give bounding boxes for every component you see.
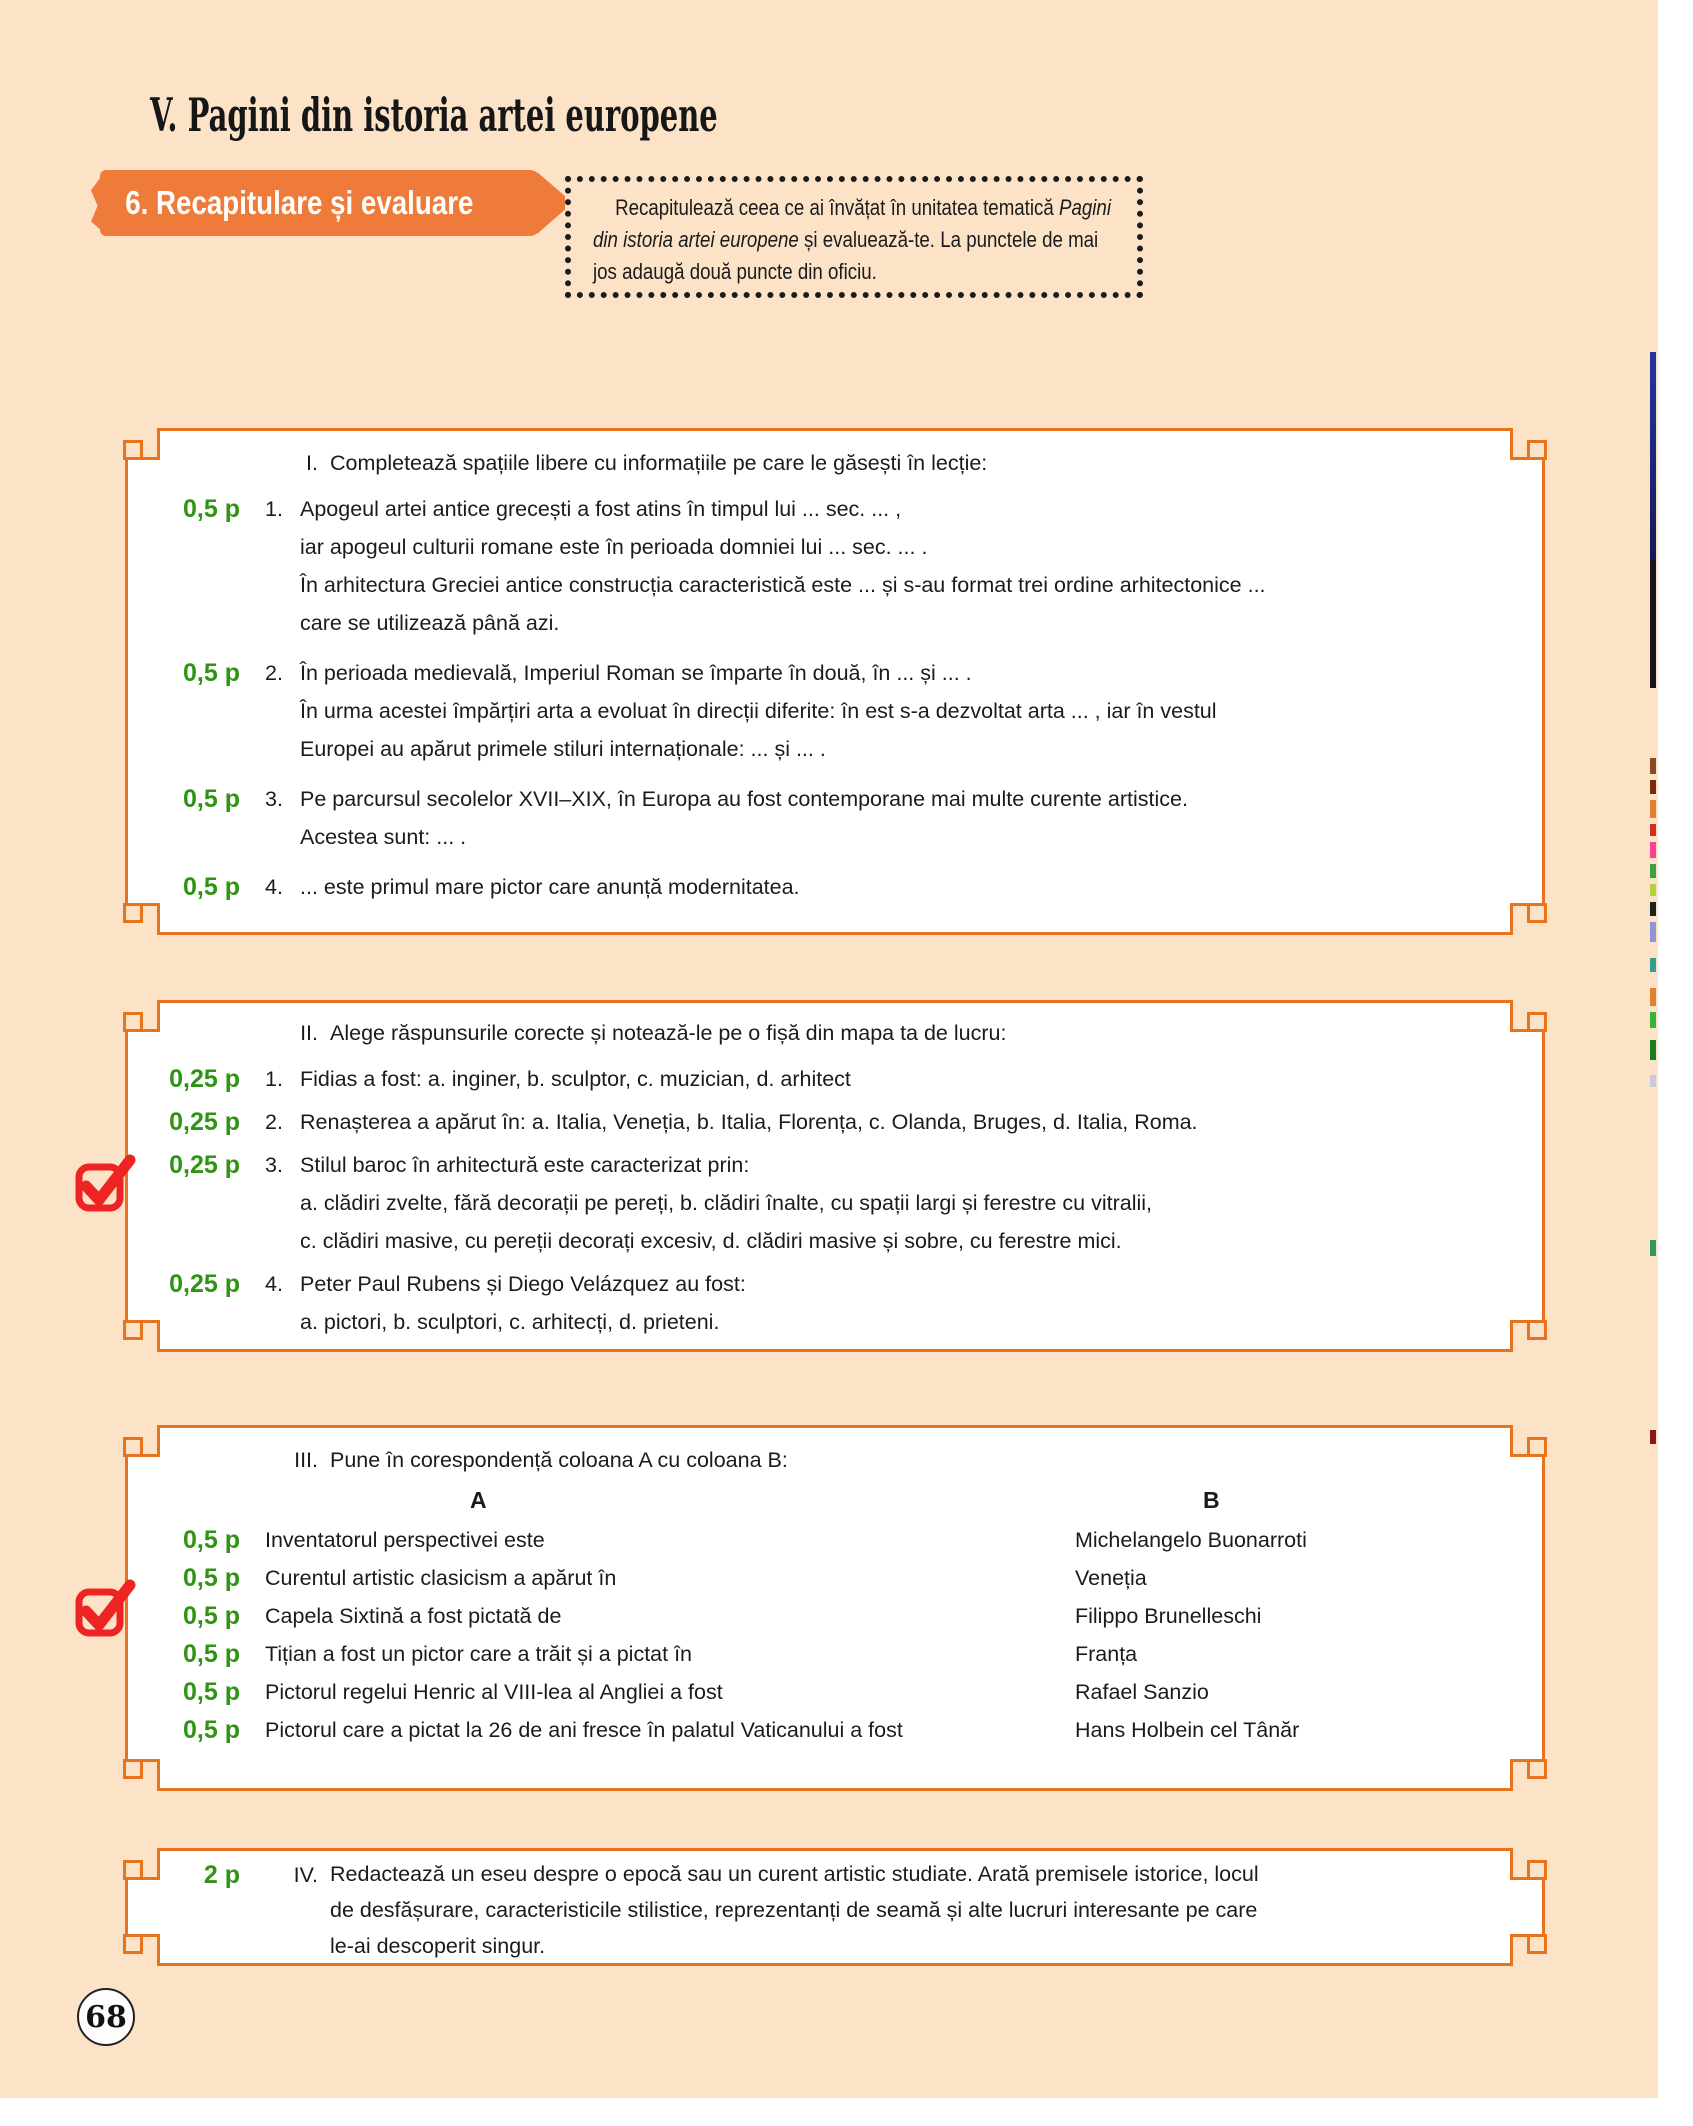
exercise-box-1 bbox=[125, 428, 1545, 935]
item-number: 1. bbox=[265, 497, 283, 521]
exercise-item bbox=[125, 1146, 1545, 1260]
intro-text-italic: Pagini bbox=[1058, 195, 1111, 220]
exercise-numeral: I. bbox=[306, 451, 318, 475]
chapter-title: V. Pagini din istoria artei europene bbox=[150, 88, 718, 142]
exercise-item bbox=[125, 1265, 1545, 1341]
intro-line bbox=[593, 192, 1111, 224]
points-label: 0,5 p bbox=[183, 1564, 240, 1592]
points-label: 0,5 p bbox=[183, 1678, 240, 1706]
exercise-title: Completează spațiile libere cu informațiile pe care le găsești în lecție: bbox=[330, 451, 988, 475]
points-label: 0,5 p bbox=[183, 495, 240, 523]
exercise-numeral: IV. bbox=[293, 1863, 318, 1887]
item-text-line: a. pictori, b. sculptori, c. arhitecți, d. prieteni. bbox=[300, 1310, 720, 1334]
column-b-item: Rafael Sanzio bbox=[1075, 1680, 1209, 1704]
box-corner-ornament bbox=[125, 903, 160, 935]
scan-edge-artifact bbox=[1650, 824, 1656, 836]
scan-edge-artifact bbox=[1650, 884, 1656, 896]
item-text-line: Renașterea a apărut în: a. Italia, Veneția, b. Italia, Florența, c. Olanda, Bruges, d. Italia, Roma. bbox=[300, 1110, 1198, 1134]
scan-edge-artifact bbox=[1650, 780, 1656, 794]
intro-text: jos adaugă două puncte din oficiu. bbox=[593, 259, 877, 284]
item-number: 4. bbox=[265, 875, 283, 899]
scan-edge-artifact bbox=[1650, 958, 1656, 972]
item-text-line: Redactează un eseu despre o epocă sau un curent artistic studiate. Arată premisele istorice, locul bbox=[330, 1862, 1259, 1886]
scan-edge-artifact bbox=[1650, 1040, 1656, 1060]
scan-edge-artifact bbox=[1650, 902, 1656, 916]
scan-edge-artifact bbox=[1650, 758, 1656, 774]
item-text-line: care se utilizează până azi. bbox=[300, 611, 560, 635]
column-a-header: A bbox=[470, 1487, 487, 1513]
points-label: 2 p bbox=[203, 1861, 240, 1889]
scan-edge-artifact bbox=[1650, 352, 1656, 560]
points-label: 0,25 p bbox=[169, 1065, 240, 1093]
column-b-item: Veneția bbox=[1075, 1566, 1147, 1590]
exercise-title: Alege răspunsurile corecte și notează-le pe o fișă din mapa ta de lucru: bbox=[330, 1021, 1007, 1045]
item-text-line: Acestea sunt: ... . bbox=[300, 825, 467, 849]
section-banner-label: 6. Recapitulare și evaluare bbox=[125, 184, 474, 221]
box-corner-ornament bbox=[1510, 903, 1545, 935]
scan-edge-artifact bbox=[1650, 800, 1656, 818]
intro-text: Recapitulează ceea ce ai învățat în unitatea tematică bbox=[615, 195, 1059, 220]
intro-text-italic: din istoria artei europene bbox=[593, 227, 799, 252]
section-banner bbox=[100, 170, 540, 236]
column-b-item: Franța bbox=[1075, 1642, 1138, 1666]
checkbox-check-icon bbox=[72, 1150, 136, 1214]
points-label: 0,5 p bbox=[183, 873, 240, 901]
item-text-line: Apogeul artei antice grecești a fost atins în timpul lui ... sec. ... , bbox=[300, 497, 902, 521]
exercise-title-row bbox=[125, 444, 1545, 482]
match-row bbox=[125, 1673, 1545, 1711]
exercise-item bbox=[125, 1103, 1545, 1141]
column-a-item: Pictorul care a pictat la 26 de ani fresce în palatul Vaticanului a fost bbox=[265, 1718, 903, 1742]
exercise-box-3 bbox=[125, 1425, 1545, 1791]
exercise-item bbox=[125, 780, 1545, 856]
intro-line bbox=[593, 256, 1044, 288]
item-text-line: Fidias a fost: a. inginer, b. sculptor, c. muzician, d. arhitect bbox=[300, 1067, 851, 1091]
match-row bbox=[125, 1635, 1545, 1673]
match-row bbox=[125, 1559, 1545, 1597]
match-row bbox=[125, 1597, 1545, 1635]
item-number: 3. bbox=[265, 1153, 283, 1177]
exercise-title-row bbox=[125, 1441, 1545, 1479]
item-number: 3. bbox=[265, 787, 283, 811]
scan-edge-artifact bbox=[1650, 1012, 1656, 1028]
item-number: 2. bbox=[265, 1110, 283, 1134]
exercise-item bbox=[125, 490, 1545, 642]
item-text-line: Peter Paul Rubens și Diego Velázquez au fost: bbox=[300, 1272, 746, 1296]
item-text-line: ... este primul mare pictor care anunță modernitatea. bbox=[300, 875, 800, 899]
item-text-line: le-ai descoperit singur. bbox=[330, 1934, 546, 1958]
box-corner-ornament bbox=[125, 1759, 160, 1791]
item-number: 2. bbox=[265, 661, 283, 685]
match-row bbox=[125, 1711, 1545, 1749]
match-row bbox=[125, 1521, 1545, 1559]
item-number: 4. bbox=[265, 1272, 283, 1296]
intro-line bbox=[593, 224, 1099, 256]
box-border-bottom bbox=[157, 1349, 1513, 1352]
scan-edge-artifact bbox=[1650, 1240, 1656, 1256]
exercise-box-4 bbox=[125, 1848, 1545, 1966]
column-a-item: Capela Sixtină a fost pictată de bbox=[265, 1604, 562, 1628]
scan-edge-artifact bbox=[1650, 1075, 1656, 1087]
scan-edge-artifact bbox=[1650, 560, 1656, 688]
exercise-title-row bbox=[125, 1014, 1545, 1052]
match-columns-header bbox=[125, 1481, 1545, 1519]
column-b-header: B bbox=[1203, 1487, 1220, 1513]
scan-edge-artifact bbox=[1650, 988, 1656, 1006]
item-text-line: iar apogeul culturii romane este în perioada domniei lui ... sec. ... . bbox=[300, 535, 928, 559]
checkbox-check-icon bbox=[72, 1575, 136, 1639]
exercise-item bbox=[125, 654, 1545, 768]
item-text-line: c. clădiri masive, cu pereții decorați excesiv, d. clădiri masive și sobre, cu ferestre mici. bbox=[300, 1229, 1122, 1253]
points-label: 0,5 p bbox=[183, 1716, 240, 1744]
page-number: 68 bbox=[85, 1999, 127, 2035]
scan-edge-artifact bbox=[1650, 1430, 1656, 1444]
item-text-line: Pe parcursul secolelor XVII–XIX, în Europa au fost contemporane mai multe curente artistice. bbox=[300, 787, 1188, 811]
column-b-item: Hans Holbein cel Tânăr bbox=[1075, 1718, 1300, 1742]
points-label: 0,5 p bbox=[183, 1526, 240, 1554]
points-label: 0,5 p bbox=[183, 785, 240, 813]
points-label: 0,5 p bbox=[183, 1602, 240, 1630]
column-a-item: Curentul artistic clasicism a apărut în bbox=[265, 1566, 617, 1590]
scan-edge-artifact bbox=[1650, 864, 1656, 878]
exercise-numeral: II. bbox=[300, 1021, 318, 1045]
exercise-item bbox=[125, 1856, 1545, 1964]
column-a-item: Tițian a fost un pictor care a trăit și a pictat în bbox=[265, 1642, 693, 1666]
item-text-line: În arhitectura Greciei antice construcția caracteristică este ... și s-au format trei ordine arhitectonice ... bbox=[300, 573, 1266, 597]
column-b-item: Michelangelo Buonarroti bbox=[1075, 1528, 1307, 1552]
item-text-line: Stilul baroc în arhitectură este caracterizat prin: bbox=[300, 1153, 750, 1177]
column-b-item: Filippo Brunelleschi bbox=[1075, 1604, 1262, 1628]
box-border-bottom bbox=[157, 1788, 1513, 1791]
item-text-line: a. clădiri zvelte, fără decorații pe pereți, b. clădiri înalte, cu spații largi și ferestre cu vitralii, bbox=[300, 1191, 1153, 1215]
item-number: 1. bbox=[265, 1067, 283, 1091]
item-text-line: În urma acestei împărțiri arta a evoluat în direcții diferite: în est s-a dezvoltat arta ... , iar în vestul bbox=[300, 699, 1217, 723]
points-label: 0,25 p bbox=[169, 1108, 240, 1136]
exercise-numeral: III. bbox=[294, 1448, 318, 1472]
scan-edge-artifact bbox=[1650, 922, 1656, 942]
exercise-box-2 bbox=[125, 1000, 1545, 1352]
item-text-line: de desfășurare, caracteristicile stilistice, reprezentanți de seamă și alte lucruri interesante pe care bbox=[330, 1898, 1258, 1922]
intro-text: și evaluează-te. La punctele de mai bbox=[798, 227, 1099, 252]
exercise-item bbox=[125, 868, 1545, 906]
scan-edge-artifact bbox=[1650, 842, 1656, 858]
box-border-bottom bbox=[157, 932, 1513, 935]
intro-dotted-box bbox=[565, 176, 1143, 298]
page-number-badge bbox=[77, 1988, 135, 2046]
points-label: 0,25 p bbox=[169, 1270, 240, 1298]
box-corner-ornament bbox=[1510, 1759, 1545, 1791]
item-text-line: În perioada medievală, Imperiul Roman se împarte în două, în ... și ... . bbox=[300, 661, 972, 685]
points-label: 0,5 p bbox=[183, 1640, 240, 1668]
points-label: 0,5 p bbox=[183, 659, 240, 687]
exercise-title: Pune în corespondență coloana A cu coloana B: bbox=[330, 1448, 788, 1472]
exercise-item bbox=[125, 1060, 1545, 1098]
item-text-line: Europei au apărut primele stiluri internaționale: ... și ... . bbox=[300, 737, 826, 761]
points-label: 0,25 p bbox=[169, 1151, 240, 1179]
column-a-item: Pictorul regelui Henric al VIII-lea al Angliei a fost bbox=[265, 1680, 723, 1704]
column-a-item: Inventatorul perspectivei este bbox=[265, 1528, 545, 1552]
